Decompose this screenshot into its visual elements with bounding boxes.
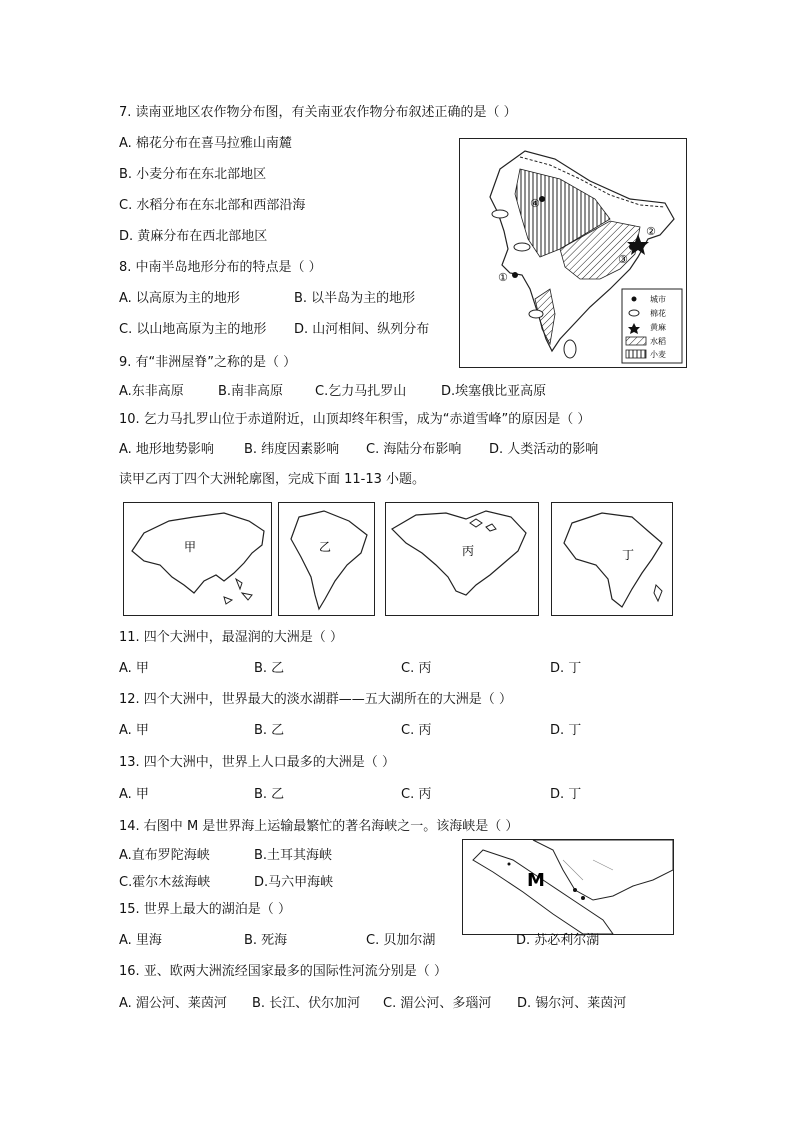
q16-option-d: D. 锡尔河、莱茵河 xyxy=(517,996,627,1011)
strait-map xyxy=(462,839,674,935)
q9-option-a: A.东非高原 xyxy=(119,384,184,399)
q7-option-d: D. 黄麻分布在西北部地区 xyxy=(119,229,268,244)
q11-option-d: D. 丁 xyxy=(550,661,582,676)
q13-option-c: C. 丙 xyxy=(401,787,432,802)
q10-stem: 10. 乞力马扎罗山位于赤道附近，山顶却终年积雪，成为“赤道雪峰”的原因是（ ） xyxy=(119,412,591,427)
q14-option-d: D.马六甲海峡 xyxy=(254,875,334,890)
q7-option-c: C. 水稻分布在东北部和西部沿海 xyxy=(119,198,306,213)
continent-map-bing xyxy=(385,502,539,616)
continent-label-ding: 丁 xyxy=(622,548,635,562)
q11-stem: 11. 四个大洲中，最湿润的大洲是（ ） xyxy=(119,630,343,645)
q10-option-d: D. 人类活动的影响 xyxy=(489,442,599,457)
marker-2: ② xyxy=(646,225,656,238)
q13-option-a: A. 甲 xyxy=(119,787,149,802)
q11-option-c: C. 丙 xyxy=(401,661,432,676)
continent-label-yi: 乙 xyxy=(319,540,332,554)
q10-option-a: A. 地形地势影响 xyxy=(119,442,214,457)
q15-option-b: B. 死海 xyxy=(244,933,288,948)
q16-option-c: C. 湄公河、多瑙河 xyxy=(383,996,492,1011)
q15-option-c: C. 贝加尔湖 xyxy=(366,933,436,948)
strait-label-m: M xyxy=(527,870,545,891)
q11-option-b: B. 乙 xyxy=(254,661,285,676)
marker-4: ④ xyxy=(530,197,540,210)
q16-option-a: A. 湄公河、莱茵河 xyxy=(119,996,227,1011)
q14-stem: 14. 右图中 M 是世界海上运输最繁忙的著名海峡之一。该海峡是（ ） xyxy=(119,819,519,834)
q13-option-d: D. 丁 xyxy=(550,787,582,802)
legend-jute: 黄麻 xyxy=(650,323,666,332)
q14-option-a: A.直布罗陀海峡 xyxy=(119,848,210,863)
continent-map-yi xyxy=(278,502,375,616)
legend-wheat: 小麦 xyxy=(650,350,666,359)
q8-option-a: A. 以高原为主的地形 xyxy=(119,291,240,306)
q7-option-a: A. 棉花分布在喜马拉雅山南麓 xyxy=(119,136,292,151)
q13-stem: 13. 四个大洲中，世界上人口最多的大洲是（ ） xyxy=(119,755,395,770)
q8-option-c: C. 以山地高原为主的地形 xyxy=(119,322,267,337)
q11-option-a: A. 甲 xyxy=(119,661,149,676)
q9-stem: 9. 有“非洲屋脊”之称的是（ ） xyxy=(119,355,297,370)
marker-1: ① xyxy=(498,271,508,284)
q8-stem: 8. 中南半岛地形分布的特点是（ ） xyxy=(119,260,322,275)
q12-stem: 12. 四个大洲中，世界最大的淡水湖群——五大湖所在的大洲是（ ） xyxy=(119,692,512,707)
q14-option-b: B.土耳其海峡 xyxy=(254,848,333,863)
q15-option-d: D. 苏必利尔湖 xyxy=(516,933,600,948)
q13-option-b: B. 乙 xyxy=(254,787,285,802)
q14-option-c: C.霍尔木兹海峡 xyxy=(119,875,211,890)
q9-option-b: B.南非高原 xyxy=(218,384,284,399)
q9-option-c: C.乞力马扎罗山 xyxy=(315,384,407,399)
continent-label-bing: 丙 xyxy=(462,544,475,558)
q10-option-b: B. 纬度因素影响 xyxy=(244,442,340,457)
q16-stem: 16. 亚、欧两大洲流经国家最多的国际性河流分别是（ ） xyxy=(119,964,447,979)
q8-option-d: D. 山河相间、纵列分布 xyxy=(294,322,430,337)
continent-label-jia: 甲 xyxy=(184,540,197,554)
legend-rice: 水稻 xyxy=(650,337,666,346)
q12-option-b: B. 乙 xyxy=(254,723,285,738)
q12-option-d: D. 丁 xyxy=(550,723,582,738)
q15-option-a: A. 里海 xyxy=(119,933,162,948)
q15-stem: 15. 世界上最大的湖泊是（ ） xyxy=(119,902,291,917)
legend-cotton: 棉花 xyxy=(650,309,666,318)
q16-option-b: B. 长江、伏尔加河 xyxy=(252,996,361,1011)
continent-map-ding xyxy=(551,502,673,616)
q7-option-b: B. 小麦分布在东北部地区 xyxy=(119,167,267,182)
legend-city: 城市 xyxy=(650,295,666,304)
continent-map-jia xyxy=(123,502,272,616)
q12-option-c: C. 丙 xyxy=(401,723,432,738)
q9-option-d: D.埃塞俄比亚高原 xyxy=(441,384,547,399)
q8-option-b: B. 以半岛为主的地形 xyxy=(294,291,416,306)
south-asia-crop-map xyxy=(459,138,687,368)
q10-option-c: C. 海陆分布影响 xyxy=(366,442,462,457)
q7-stem: 7. 读南亚地区农作物分布图，有关南亚农作物分布叙述正确的是（ ） xyxy=(119,105,517,120)
continent-intro: 读甲乙丙丁四个大洲轮廓图，完成下面 11-13 小题。 xyxy=(119,472,426,487)
marker-3: ③ xyxy=(618,253,628,266)
q12-option-a: A. 甲 xyxy=(119,723,149,738)
